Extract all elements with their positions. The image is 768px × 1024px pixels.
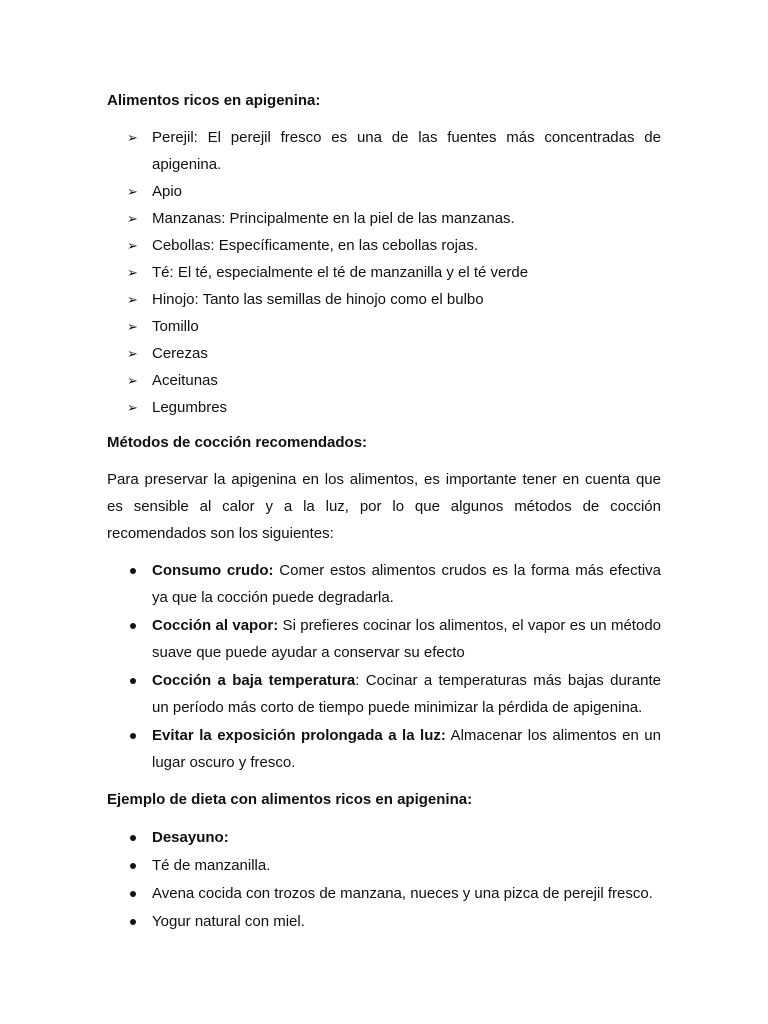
arrow-bullet-icon: ➢ xyxy=(127,319,138,334)
list-item-text: Té de manzanilla. xyxy=(152,857,271,874)
arrow-bullet-icon: ➢ xyxy=(127,130,138,145)
paragraph-line: Para preservar la apigenina en los alimentos, es importante tener en cuenta que xyxy=(107,471,661,488)
list-item-line xyxy=(152,612,661,639)
list-item xyxy=(107,557,661,611)
bullet-dot-icon xyxy=(130,919,136,925)
bullet-dot-icon xyxy=(130,863,136,869)
list-item xyxy=(107,124,661,178)
list-item-text-cont: lugar oscuro y fresco. xyxy=(152,754,296,771)
list-item-text: Té: El té, especialmente el té de manzanilla y el té verde xyxy=(152,264,529,281)
list-item-text: Cebollas: Específicamente, en las cebollas rojas. xyxy=(152,237,479,254)
arrow-bullet-icon: ➢ xyxy=(127,265,138,280)
bullet-dot-icon xyxy=(130,891,136,897)
list-item-text: Si prefieres cocinar los alimentos, el vapor es un método xyxy=(278,617,661,634)
list-item xyxy=(107,205,661,232)
paragraph-line: es sensible al calor y a la luz, por lo que algunos métodos de cocción xyxy=(107,498,661,515)
bullet-dot-icon xyxy=(130,733,136,739)
list-item xyxy=(107,367,661,394)
arrow-bullet-icon: ➢ xyxy=(127,211,138,226)
bullet-dot-icon xyxy=(130,678,136,684)
list-item-text: Comer estos alimentos crudos es la forma más efectiva xyxy=(273,562,661,579)
list-item-text: Perejil: El perejil fresco es una de las fuentes más concentradas de xyxy=(152,129,661,146)
list-item xyxy=(107,880,661,907)
list-item-line xyxy=(152,722,661,749)
list-item-text-cont: suave que puede ayudar a conservar su efecto xyxy=(152,644,465,661)
arrow-bullet-icon: ➢ xyxy=(127,238,138,253)
intro-paragraph xyxy=(107,466,661,547)
list-item xyxy=(107,612,661,666)
list-item-text: Avena cocida con trozos de manzana, nueces y una pizca de perejil fresco. xyxy=(152,885,653,902)
list-item xyxy=(107,908,661,935)
list-item xyxy=(107,394,661,421)
list-item-text: Apio xyxy=(152,183,183,200)
list-item-text-cont: ya que la cocción puede degradarla. xyxy=(152,589,394,606)
arrow-bullet-icon: ➢ xyxy=(127,292,138,307)
list-item xyxy=(107,178,661,205)
list-item xyxy=(107,667,661,721)
list-item-text: Desayuno: xyxy=(152,829,229,846)
list-item-text: : Cocinar a temperaturas más bajas durante xyxy=(355,672,661,689)
arrow-bullet-icon: ➢ xyxy=(127,373,138,388)
list-item xyxy=(107,722,661,776)
list-item-text: Yogur natural con miel. xyxy=(152,913,305,930)
list-item xyxy=(107,313,661,340)
list-item xyxy=(107,259,661,286)
list-item-text-cont: un período más corto de tiempo puede minimizar la pérdida de apigenina. xyxy=(152,699,643,716)
list-item-line xyxy=(152,557,661,584)
bullet-dot-icon xyxy=(130,835,136,841)
list-item-bold: Cocción a baja temperatura xyxy=(152,672,356,689)
list-item-text: Manzanas: Principalmente en la piel de las manzanas. xyxy=(152,210,515,227)
section-heading-alimentos: Alimentos ricos en apigenina: xyxy=(107,92,321,109)
paragraph-line: recomendados son los siguientes: xyxy=(107,525,334,542)
list-item xyxy=(107,852,661,879)
list-item-text: Cerezas xyxy=(152,345,208,362)
section-heading-metodos: Métodos de cocción recomendados: xyxy=(107,434,368,451)
diet-example-list xyxy=(107,824,661,935)
list-item-text: Almacenar los alimentos en un xyxy=(445,727,661,744)
bullet-dot-icon xyxy=(130,568,136,574)
list-item-text: Tomillo xyxy=(152,318,199,335)
arrow-bullet-icon: ➢ xyxy=(127,400,138,415)
cooking-methods-list xyxy=(107,557,661,776)
list-item xyxy=(107,340,661,367)
bullet-dot-icon xyxy=(130,623,136,629)
list-item xyxy=(107,232,661,259)
list-item-bold: Evitar la exposición prolongada a la luz: xyxy=(152,727,446,744)
list-item-text: Aceitunas xyxy=(152,372,218,389)
list-item xyxy=(107,824,661,851)
list-item-text: Hinojo: Tanto las semillas de hinojo como el bulbo xyxy=(152,291,484,308)
list-item-line xyxy=(152,667,661,694)
list-item-text: Legumbres xyxy=(152,399,228,416)
list-item-bold: Consumo crudo: xyxy=(152,562,274,579)
arrow-bullet-icon: ➢ xyxy=(127,184,138,199)
list-item-bold: Cocción al vapor: xyxy=(152,617,279,634)
section-heading-ejemplo: Ejemplo de dieta con alimentos ricos en apigenina: xyxy=(107,791,473,808)
list-item xyxy=(107,286,661,313)
food-list xyxy=(107,124,661,421)
list-item-text-cont: apigenina. xyxy=(152,156,222,173)
arrow-bullet-icon: ➢ xyxy=(127,346,138,361)
